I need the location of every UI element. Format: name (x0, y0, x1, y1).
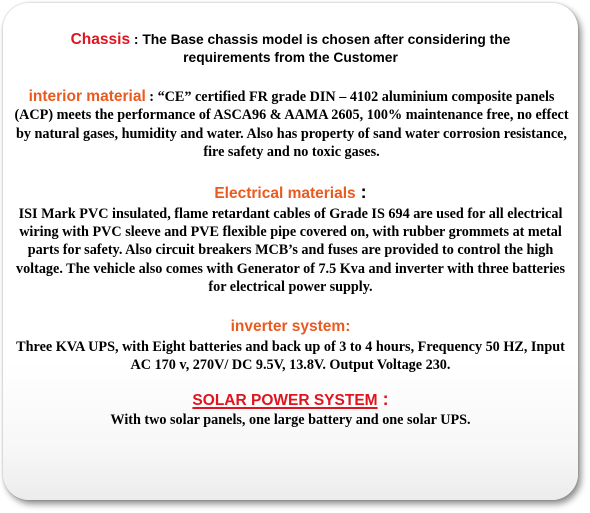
solar-section (3, 389, 578, 429)
chassis-text: : The Base chassis model is chosen after considering the requirements from the Customer (130, 32, 511, 65)
solar-title: SOLAR POWER SYSTEM (192, 392, 378, 410)
solar-heading (11, 389, 570, 411)
electrical-colon: : (355, 181, 367, 202)
inverter-section (3, 317, 578, 375)
electrical-heading (11, 182, 570, 204)
solar-colon: : (377, 389, 389, 410)
interior-title: interior material (28, 88, 146, 105)
chassis-title: Chassis (70, 31, 131, 48)
spec-card (3, 3, 578, 500)
interior-text: : “CE” certified FR grade DIN – 4102 aluminium composite panels (ACP) meets the performance of ASCA96 & AAMA 2605, 100% maintenance free, no effect by natural gases, humidity and water. Also has property of sand water corrosion resistance, fire safety and no toxic gases. (14, 89, 569, 161)
inverter-colon: : (345, 317, 351, 335)
electrical-text: ISI Mark PVC insulated, flame retardant cables of Grade IS 694 are used for all electrical wiring with PVC sleeve and PVE flexible pipe covered on, with rubber grommets at metal parts for safety. Also circuit breakers MCB’s and fuses are provided to control the high voltage. The vehicle also comes with Generator of 7.5 Kva and inverter with three batteries for electrical power supply. (15, 205, 566, 296)
electrical-section (3, 182, 578, 297)
electrical-title: Electrical materials (214, 184, 356, 202)
inverter-heading (11, 317, 570, 337)
inverter-text: Three KVA UPS, with Eight batteries and back up of 3 to 4 hours, Frequency 50 HZ, Input AC 170 v, 270V/ DC 9.5V, 13.8V. Output Voltage 230. (16, 338, 565, 374)
solar-text: With two solar panels, one large battery and one solar UPS. (110, 412, 471, 429)
chassis-section (3, 31, 578, 67)
inverter-title: inverter system (230, 317, 346, 335)
interior-section (3, 88, 578, 162)
